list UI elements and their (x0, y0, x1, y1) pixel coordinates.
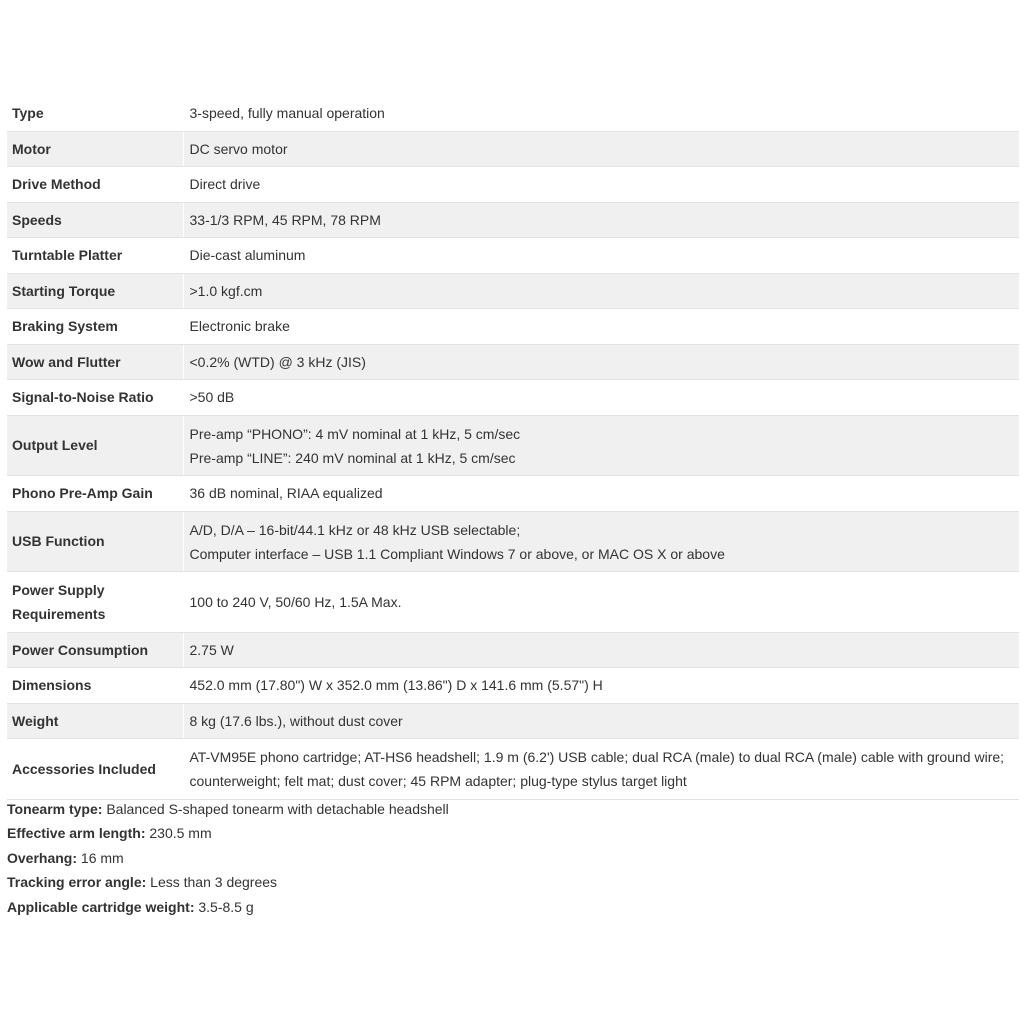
tonearm-line (7, 821, 1017, 845)
spec-value-line: Electronic brake (189, 318, 290, 335)
tonearm-value: Less than 3 degrees (146, 874, 278, 891)
spec-value (183, 131, 1019, 167)
spec-label: Accessories Included (7, 739, 183, 800)
spec-value-line: AT-VM95E phono cartridge; AT-HS6 headshell; 1.9 m (6.2') USB cable; dual RCA (male) to dual RCA (male) cable with ground wire; (189, 749, 1005, 766)
spec-value-line: 452.0 mm (17.80") W x 352.0 mm (13.86") D x 141.6 mm (5.57") H (189, 677, 603, 694)
tonearm-value: 3.5-8.5 g (194, 898, 254, 915)
tonearm-key: Effective arm length: (7, 825, 146, 842)
spec-row (7, 380, 1019, 416)
tonearm-line (7, 870, 1017, 894)
spec-row (7, 202, 1019, 238)
spec-label: USB Function (7, 511, 183, 572)
spec-value (183, 309, 1019, 345)
tonearm-key: Overhang: (7, 849, 78, 866)
spec-row (7, 668, 1019, 704)
spec-value-line: Direct drive (189, 176, 261, 193)
spec-value-line: >50 dB (189, 389, 235, 406)
spec-row (7, 511, 1019, 572)
tonearm-line (7, 846, 1017, 870)
tonearm-specs (7, 797, 1017, 919)
spec-value-line: 36 dB nominal, RIAA equalized (189, 485, 383, 502)
spec-row (7, 96, 1019, 131)
spec-value (183, 415, 1019, 476)
spec-value-line: DC servo motor (189, 140, 288, 157)
spec-value-line: 100 to 240 V, 50/60 Hz, 1.5A Max. (189, 594, 402, 611)
spec-table-body (7, 96, 1019, 799)
spec-value (183, 167, 1019, 203)
tonearm-value: 16 mm (77, 849, 124, 866)
tonearm-line (7, 797, 1017, 821)
spec-value (183, 238, 1019, 274)
spec-value (183, 632, 1019, 668)
spec-row (7, 273, 1019, 309)
spec-value-line: 2.75 W (189, 641, 234, 658)
spec-value-line: >1.0 kgf.cm (189, 282, 263, 299)
spec-label: Signal-to-Noise Ratio (7, 380, 183, 416)
spec-value-line: Die-cast aluminum (189, 247, 306, 264)
spec-row (7, 572, 1019, 633)
tonearm-line (7, 895, 1017, 919)
spec-row (7, 415, 1019, 476)
spec-row (7, 238, 1019, 274)
spec-value (183, 96, 1019, 131)
spec-label: Drive Method (7, 167, 183, 203)
tonearm-key: Tracking error angle: (7, 874, 147, 891)
spec-row (7, 703, 1019, 739)
spec-value-line: <0.2% (WTD) @ 3 kHz (JIS) (189, 353, 366, 370)
spec-value-line: 33-1/3 RPM, 45 RPM, 78 RPM (189, 211, 381, 228)
spec-label: Starting Torque (7, 273, 183, 309)
spec-label: Weight (7, 703, 183, 739)
tonearm-value: Balanced S-shaped tonearm with detachable headshell (102, 801, 449, 817)
spec-value (183, 739, 1019, 800)
spec-table (7, 96, 1019, 800)
spec-row (7, 344, 1019, 380)
spec-label: Wow and Flutter (7, 344, 183, 380)
spec-row (7, 309, 1019, 345)
spec-value-line: counterweight; felt mat; dust cover; 45 RPM adapter; plug-type stylus target light (189, 773, 687, 790)
spec-row (7, 632, 1019, 668)
spec-label: Motor (7, 131, 183, 167)
spec-value (183, 344, 1019, 380)
spec-value-line: Pre-amp “LINE”: 240 mV nominal at 1 kHz, 5 cm/sec (189, 449, 516, 466)
spec-value (183, 572, 1019, 633)
spec-label: Speeds (7, 202, 183, 238)
tonearm-key: Applicable cartridge weight: (7, 898, 195, 915)
spec-value-line: 3-speed, fully manual operation (189, 105, 385, 122)
spec-value (183, 202, 1019, 238)
spec-label: Braking System (7, 309, 183, 345)
spec-row (7, 739, 1019, 800)
spec-label: Turntable Platter (7, 238, 183, 274)
spec-value (183, 668, 1019, 704)
tonearm-value: 230.5 mm (145, 825, 212, 842)
spec-label: Dimensions (7, 668, 183, 704)
tonearm-key: Tonearm type: (7, 801, 103, 817)
spec-label: Phono Pre-Amp Gain (7, 476, 183, 512)
spec-value-line: 8 kg (17.6 lbs.), without dust cover (189, 712, 403, 729)
spec-value (183, 476, 1019, 512)
spec-label: Output Level (7, 415, 183, 476)
spec-label: Power Consumption (7, 632, 183, 668)
spec-value (183, 703, 1019, 739)
spec-row (7, 167, 1019, 203)
spec-value (183, 380, 1019, 416)
spec-value (183, 273, 1019, 309)
spec-value-line: Computer interface – USB 1.1 Compliant Windows 7 or above, or MAC OS X or above (189, 545, 725, 562)
spec-value-line: Pre-amp “PHONO”: 4 mV nominal at 1 kHz, 5 cm/sec (189, 425, 521, 442)
spec-label: Power Supply Requirements (7, 572, 183, 633)
spec-label: Type (7, 96, 183, 131)
spec-value-line: A/D, D/A – 16-bit/44.1 kHz or 48 kHz USB selectable; (189, 521, 521, 538)
spec-row (7, 131, 1019, 167)
spec-value (183, 511, 1019, 572)
spec-row (7, 476, 1019, 512)
